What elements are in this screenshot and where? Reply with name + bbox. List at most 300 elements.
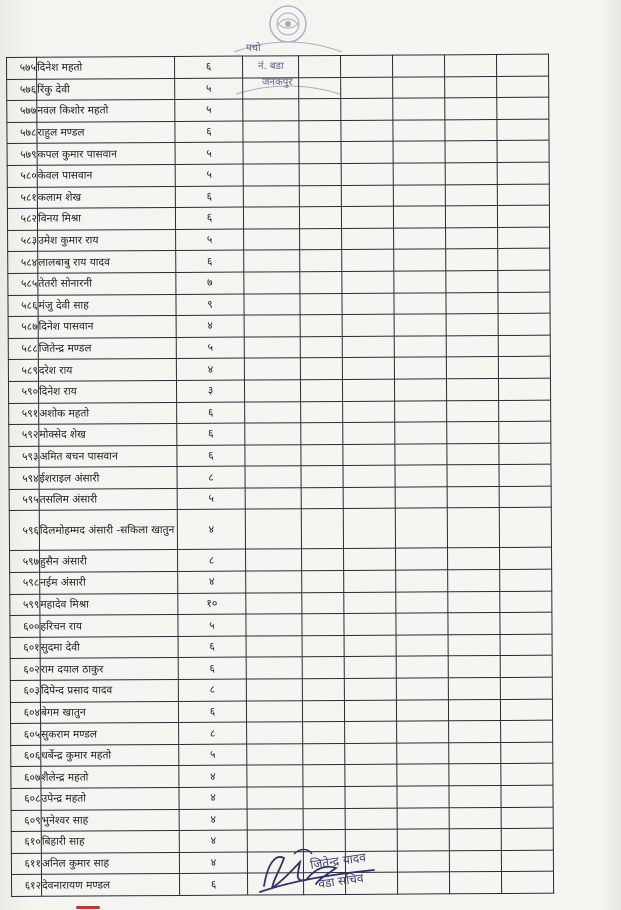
empty-cell [245, 509, 301, 549]
empty-cell [500, 612, 552, 634]
empty-cell [497, 205, 549, 227]
beneficiary-name: अमित बचन पासवान [39, 445, 177, 467]
member-count: ४ [179, 809, 247, 831]
empty-cell [244, 315, 300, 337]
beneficiary-name: शैलेन्द्र महतो [41, 766, 179, 788]
empty-cell [445, 76, 497, 98]
serial-number: ५८७ [8, 316, 38, 338]
empty-cell [246, 657, 302, 679]
empty-cell [244, 293, 300, 315]
empty-cell [446, 270, 498, 292]
empty-cell [393, 184, 445, 206]
empty-cell [299, 185, 341, 207]
serial-number: ५९६ [9, 511, 39, 551]
empty-cell [447, 422, 499, 444]
serial-number: ६०९ [11, 810, 41, 832]
empty-cell [393, 141, 445, 163]
serial-number: ५७९ [7, 144, 37, 166]
beneficiary-name: तसलिम अंसारी [39, 488, 177, 510]
empty-cell [299, 207, 341, 229]
empty-cell [446, 378, 498, 400]
empty-cell [445, 184, 497, 206]
empty-cell [243, 185, 299, 207]
serial-number: ६०५ [11, 724, 41, 746]
empty-cell [243, 142, 299, 164]
serial-number: ५९४ [9, 468, 39, 490]
empty-cell [500, 656, 552, 678]
empty-cell [445, 98, 497, 120]
empty-cell [446, 227, 498, 249]
empty-cell [496, 54, 548, 76]
serial-number: ५८५ [8, 273, 38, 295]
member-count: ६ [178, 636, 246, 658]
empty-cell [300, 293, 342, 315]
empty-cell [395, 400, 447, 422]
empty-cell [244, 228, 300, 250]
empty-cell [393, 206, 445, 228]
empty-cell [497, 184, 549, 206]
empty-cell [300, 228, 342, 250]
member-count: ८ [178, 679, 246, 701]
empty-cell [395, 444, 447, 466]
beneficiary-name: नवल किशोर महतो [37, 100, 175, 122]
member-count: ७ [176, 272, 244, 294]
empty-cell [245, 423, 301, 445]
empty-cell [302, 678, 344, 700]
empty-cell [498, 227, 550, 249]
empty-cell [392, 55, 444, 77]
empty-cell [395, 508, 447, 548]
serial-number: ६१२ [11, 875, 41, 897]
empty-cell [497, 97, 549, 119]
member-count: ८ [178, 550, 246, 572]
serial-number: ५८३ [8, 230, 38, 252]
empty-cell [302, 549, 344, 571]
empty-cell [244, 336, 300, 358]
member-count: ४ [179, 852, 247, 874]
member-count: ५ [176, 337, 244, 359]
empty-cell [500, 548, 552, 570]
empty-cell [499, 400, 551, 422]
member-count: ५ [175, 99, 243, 121]
empty-cell [394, 357, 446, 379]
serial-number: ६०६ [11, 745, 41, 767]
empty-cell [499, 421, 551, 443]
empty-cell [498, 270, 550, 292]
empty-cell [449, 829, 501, 851]
beneficiary-name: सुकराम मण्डल [41, 723, 179, 745]
empty-cell [300, 379, 342, 401]
empty-cell [396, 656, 448, 678]
empty-cell [301, 466, 343, 488]
red-mark [76, 906, 100, 909]
empty-cell [303, 786, 345, 808]
beneficiary-name: उपेन्द्र महतो [41, 787, 179, 809]
stamp-line-2: नं. बडा [258, 61, 284, 72]
empty-cell [343, 401, 395, 423]
empty-cell [244, 380, 300, 402]
empty-cell [244, 358, 300, 380]
empty-cell [246, 636, 302, 658]
beneficiary-name: विनय मिश्रा [37, 208, 175, 230]
empty-cell [448, 591, 500, 613]
empty-cell [396, 635, 448, 657]
empty-cell [300, 315, 342, 337]
empty-cell [395, 487, 447, 509]
empty-cell [341, 185, 393, 207]
empty-cell [445, 141, 497, 163]
member-count: ६ [174, 56, 242, 78]
beneficiary-name: अनिल कुमार साह [41, 852, 179, 874]
member-count: ५ [175, 164, 243, 186]
empty-cell [500, 591, 552, 613]
empty-cell [393, 76, 445, 98]
empty-cell [343, 509, 395, 549]
empty-cell [245, 401, 301, 423]
serial-number: ५८२ [7, 208, 37, 230]
empty-cell [343, 465, 395, 487]
empty-cell [394, 271, 446, 293]
empty-cell [303, 722, 345, 744]
empty-cell [448, 613, 500, 635]
stamp-line-3: जनकपुर [262, 77, 293, 88]
empty-cell [394, 379, 446, 401]
empty-cell [345, 721, 397, 743]
empty-cell [344, 635, 396, 657]
beneficiary-name: देवनारायण मण्डल [41, 874, 179, 896]
empty-cell [341, 98, 393, 120]
empty-cell [396, 570, 448, 592]
member-count: ५ [176, 229, 244, 251]
empty-cell [396, 678, 448, 700]
empty-cell [396, 613, 448, 635]
empty-cell [444, 55, 496, 77]
empty-cell [298, 55, 340, 77]
empty-cell [500, 569, 552, 591]
serial-number: ५९० [8, 381, 38, 403]
empty-cell [500, 634, 552, 656]
empty-cell [342, 249, 394, 271]
serial-number: ५९२ [9, 424, 39, 446]
empty-cell [243, 164, 299, 186]
empty-cell [499, 443, 551, 465]
serial-number: ५९५ [9, 489, 39, 511]
beneficiary-name: महादेव मिश्रा [40, 593, 178, 615]
member-count: ६ [178, 701, 246, 723]
member-count: ५ [175, 142, 243, 164]
member-count: ६ [176, 250, 244, 272]
serial-number: ६१० [11, 831, 41, 853]
empty-cell [247, 722, 303, 744]
empty-cell [499, 486, 551, 508]
empty-cell [397, 851, 449, 873]
member-count: ६ [177, 445, 245, 467]
member-count: ४ [178, 571, 246, 593]
member-count: ६ [175, 207, 243, 229]
empty-cell [344, 570, 396, 592]
empty-cell [501, 828, 553, 850]
empty-cell [345, 808, 397, 830]
empty-cell [397, 764, 449, 786]
empty-cell [342, 379, 394, 401]
member-count: ५ [175, 78, 243, 100]
beneficiary-name: दरेश राय [38, 359, 176, 381]
empty-cell [395, 422, 447, 444]
member-count: ४ [179, 830, 247, 852]
empty-cell [448, 634, 500, 656]
member-count: ८ [177, 466, 245, 488]
empty-cell [394, 314, 446, 336]
serial-number: ६११ [11, 853, 41, 875]
beneficiary-name: उमेश कुमार राय [38, 229, 176, 251]
empty-cell [449, 764, 501, 786]
serial-number: ५७८ [7, 122, 37, 144]
member-count: ५ [177, 488, 245, 510]
empty-cell [246, 571, 302, 593]
member-count: ६ [175, 121, 243, 143]
empty-cell [445, 162, 497, 184]
empty-cell [394, 249, 446, 271]
empty-cell [395, 465, 447, 487]
empty-cell [246, 614, 302, 636]
empty-cell [499, 508, 551, 548]
empty-cell [396, 548, 448, 570]
empty-cell [301, 401, 343, 423]
empty-cell [501, 742, 553, 764]
empty-cell [446, 314, 498, 336]
empty-cell [445, 119, 497, 141]
empty-cell [498, 292, 550, 314]
serial-number: ५९३ [9, 446, 39, 468]
empty-cell [245, 444, 301, 466]
beneficiary-name: लालबाबु राय यादव [38, 251, 176, 273]
empty-cell [300, 336, 342, 358]
empty-cell [447, 443, 499, 465]
empty-cell [302, 571, 344, 593]
member-count: १० [178, 593, 246, 615]
empty-cell [448, 699, 500, 721]
member-count: ४ [179, 765, 247, 787]
empty-cell [243, 99, 299, 121]
empty-cell [299, 99, 341, 121]
empty-cell [300, 358, 342, 380]
empty-cell [303, 765, 345, 787]
beneficiary-name: मंजु देवी साह [38, 294, 176, 316]
empty-cell [498, 249, 550, 271]
serial-number: ५८० [7, 165, 37, 187]
empty-cell [243, 77, 299, 99]
empty-cell [243, 120, 299, 142]
empty-cell [497, 119, 549, 141]
serial-number: ५९९ [10, 594, 40, 616]
beneficiary-name: दिनेश राय [38, 380, 176, 402]
empty-cell [393, 98, 445, 120]
empty-cell [500, 677, 552, 699]
empty-cell [301, 487, 343, 509]
member-count: ३ [176, 380, 244, 402]
beneficiary-name: मोक्सेद शेख [39, 424, 177, 446]
empty-cell [343, 444, 395, 466]
empty-cell [397, 743, 449, 765]
beneficiary-name: ईशराइल अंसारी [39, 467, 177, 489]
empty-cell [301, 423, 343, 445]
empty-cell [445, 206, 497, 228]
beneficiary-name: भुनेश्वर साह [41, 809, 179, 831]
empty-cell [343, 422, 395, 444]
beneficiary-name: तेतरी सोनारनी [38, 272, 176, 294]
empty-cell [397, 721, 449, 743]
member-count: ४ [176, 315, 244, 337]
empty-cell [244, 250, 300, 272]
empty-cell [243, 207, 299, 229]
empty-cell [447, 508, 499, 548]
serial-number: ५८८ [8, 338, 38, 360]
empty-cell [245, 488, 301, 510]
empty-cell [498, 378, 550, 400]
serial-number: ६०४ [10, 702, 40, 724]
empty-cell [449, 742, 501, 764]
serial-number: ५७६ [7, 79, 37, 101]
empty-cell [242, 56, 298, 78]
beneficiary-name: सुदमा देवी [40, 636, 178, 658]
serial-number: ५८१ [7, 187, 37, 209]
empty-cell [300, 250, 342, 272]
member-count: ४ [179, 787, 247, 809]
serial-number: ५९७ [10, 551, 40, 573]
beneficiary-name: हुसैन अंसारी [40, 550, 178, 572]
empty-cell [344, 700, 396, 722]
empty-cell [447, 400, 499, 422]
empty-cell [302, 635, 344, 657]
member-count: ५ [178, 614, 246, 636]
serial-number: ५८६ [8, 295, 38, 317]
serial-number: ६०१ [10, 637, 40, 659]
beneficiary-name: हरिचन राय [40, 615, 178, 637]
beneficiary-name: दिनेश महतो [37, 56, 175, 78]
empty-cell [449, 872, 501, 894]
empty-cell [397, 807, 449, 829]
empty-cell [299, 77, 341, 99]
beneficiary-name: केवल पासवान [37, 164, 175, 186]
empty-cell [397, 829, 449, 851]
empty-cell [448, 656, 500, 678]
beneficiary-name: कलाम शेख [37, 186, 175, 208]
stamp-line-1: पचो [246, 43, 261, 54]
beneficiary-name: कपल कुमार पासवान [37, 143, 175, 165]
empty-cell [497, 162, 549, 184]
empty-cell [447, 486, 499, 508]
empty-cell [341, 120, 393, 142]
empty-cell [299, 120, 341, 142]
serial-number: ५९८ [10, 572, 40, 594]
empty-cell [245, 466, 301, 488]
member-count: ६ [177, 402, 245, 424]
serial-number: ६०० [10, 616, 40, 638]
beneficiary-table [6, 54, 554, 897]
signature-title: वडा सचिव [317, 870, 365, 892]
empty-cell [499, 464, 551, 486]
member-count: ६ [175, 186, 243, 208]
empty-cell [446, 335, 498, 357]
empty-cell [303, 808, 345, 830]
serial-number: ५७७ [7, 101, 37, 123]
empty-cell [342, 336, 394, 358]
empty-cell [448, 570, 500, 592]
empty-cell [396, 699, 448, 721]
serial-number: ६०७ [11, 767, 41, 789]
beneficiary-name: जितेन्द्र मण्डल [38, 337, 176, 359]
beneficiary-name: राहुल मण्डल [37, 121, 175, 143]
empty-cell [501, 764, 553, 786]
serial-number: ५८४ [8, 252, 38, 274]
empty-cell [448, 548, 500, 570]
table-body [7, 54, 554, 896]
empty-cell [341, 163, 393, 185]
empty-cell [449, 850, 501, 872]
empty-cell [247, 808, 303, 830]
empty-cell [397, 872, 449, 894]
member-count: ६ [177, 423, 245, 445]
beneficiary-name: दिनेश पासवान [38, 316, 176, 338]
beneficiary-name: दिपेन्द प्रसाद यादव [40, 679, 178, 701]
empty-cell [247, 765, 303, 787]
empty-cell [345, 743, 397, 765]
serial-number: ५७५ [7, 57, 37, 79]
empty-cell [446, 292, 498, 314]
empty-cell [500, 699, 552, 721]
beneficiary-name: नईम अंसारी [40, 572, 178, 594]
empty-cell [301, 444, 343, 466]
member-count: ५ [179, 744, 247, 766]
empty-cell [246, 679, 302, 701]
empty-cell [501, 807, 553, 829]
empty-cell [344, 678, 396, 700]
empty-cell [342, 228, 394, 250]
empty-cell [340, 55, 392, 77]
empty-cell [447, 465, 499, 487]
beneficiary-name: अशोक महतो [39, 402, 177, 424]
empty-cell [342, 357, 394, 379]
empty-cell [246, 700, 302, 722]
empty-cell [449, 721, 501, 743]
empty-cell [341, 77, 393, 99]
empty-cell [345, 765, 397, 787]
empty-cell [498, 313, 550, 335]
empty-cell [344, 549, 396, 571]
empty-cell [246, 549, 302, 571]
member-count: ६ [179, 873, 247, 895]
empty-cell [393, 163, 445, 185]
serial-number: ६०८ [11, 788, 41, 810]
serial-number: ६०३ [10, 680, 40, 702]
empty-cell [501, 785, 553, 807]
empty-cell [246, 592, 302, 614]
empty-cell [342, 293, 394, 315]
member-count: ६ [178, 657, 246, 679]
empty-cell [341, 142, 393, 164]
empty-cell [244, 272, 300, 294]
table-row [9, 508, 551, 551]
empty-cell [501, 720, 553, 742]
empty-cell [247, 787, 303, 809]
empty-cell [498, 356, 550, 378]
empty-cell [497, 76, 549, 98]
empty-cell [394, 292, 446, 314]
empty-cell [449, 807, 501, 829]
member-count: ८ [179, 722, 247, 744]
empty-cell [302, 592, 344, 614]
empty-cell [303, 743, 345, 765]
